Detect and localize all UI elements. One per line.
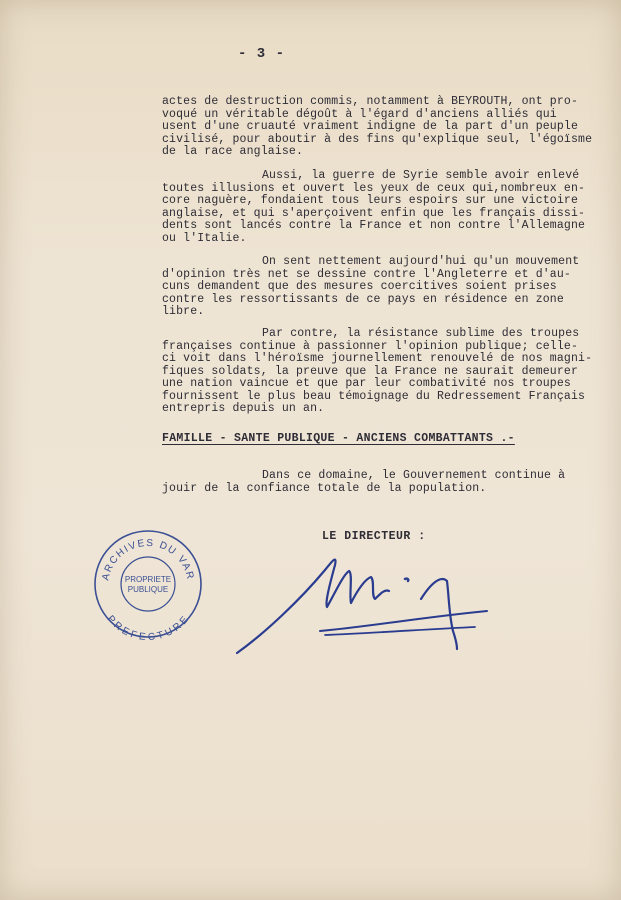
stamp-inner-line2: PUBLIQUE xyxy=(127,585,169,594)
text-line: une nation vaincue et que par leur combativité nos troupes xyxy=(162,377,571,390)
section-heading: FAMILLE - SANTE PUBLIQUE - ANCIENS COMBATTANTS .- xyxy=(162,432,515,445)
text-line: cuns demandent que des mesures coercitives soient prises xyxy=(162,280,557,293)
text-line: fournissent le plus beau témoignage du Redressement Français xyxy=(162,389,586,403)
text-line: core naguère, fondaient tous leurs espoirs sur une victoire xyxy=(162,194,579,207)
paragraph-5 xyxy=(162,470,582,495)
signatory-title: LE DIRECTEUR : xyxy=(322,530,426,543)
paragraph-1 xyxy=(162,95,593,159)
stamp-inner-ring xyxy=(121,557,175,611)
handwritten-signature xyxy=(225,545,500,660)
text-line: usent d'une cruauté vraiment indigne de la part d'un peuple xyxy=(162,120,579,133)
stamp-bottom-text: PREFECTURE xyxy=(104,613,192,640)
text-line: voqué un véritable dégoût à l'égard d'anciens alliés qui xyxy=(162,107,557,121)
text-line: Par contre, la résistance sublime des troupes xyxy=(262,327,580,340)
text-line: ou l'Italie. xyxy=(162,231,247,245)
archive-stamp xyxy=(92,528,204,640)
text-line: entrepris depuis un an. xyxy=(162,402,325,415)
text-line: anglaise, et qui s'aperçoivent enfin que les français dissi- xyxy=(162,206,586,220)
paragraph-2 xyxy=(162,169,586,245)
text-line: toutes illusions et ouvert les yeux de ceux qui,nombreux en- xyxy=(162,181,586,195)
text-line: jouir de la confiance totale de la population. xyxy=(162,481,487,495)
paragraph-4 xyxy=(162,327,593,416)
text-line: d'opinion très net se dessine contre l'Angleterre et d'au- xyxy=(162,267,571,281)
text-line: actes de destruction commis, notamment à BEYROUTH, ont pro- xyxy=(162,95,579,108)
text-line: dents sont lancés contre la France et non contre l'Allemagne xyxy=(162,219,586,232)
text-line: Aussi, la guerre de Syrie semble avoir enlevé xyxy=(262,169,580,182)
paragraph-3 xyxy=(162,256,582,319)
text-line: libre. xyxy=(162,305,205,318)
stamp-outer-text: ARCHIVES DU VAR xyxy=(100,537,196,582)
text-line: françaises continue à passionner l'opinion publique; celle- xyxy=(162,339,579,353)
text-line: ci voit dans l'héroïsme journellement renouvelé de nos magni- xyxy=(162,352,593,365)
text-line: contre les ressortissants de ce pays en résidence en zone xyxy=(162,292,564,306)
text-line: Dans ce domaine, le Gouvernement continue à xyxy=(262,469,566,482)
stamp-inner-line1: PROPRIETE xyxy=(124,575,172,584)
page-number: - 3 - xyxy=(238,46,286,62)
text-line: civilisé, pour aboutir à des fins qu'explique seul, l'égoïsme xyxy=(162,132,593,146)
text-line: de la race anglaise. xyxy=(162,145,304,158)
text-line: On sent nettement aujourd'hui qu'un mouvement xyxy=(262,255,580,268)
text-line: fiques soldats, la preuve que la France ne saurait demeurer xyxy=(162,364,579,378)
